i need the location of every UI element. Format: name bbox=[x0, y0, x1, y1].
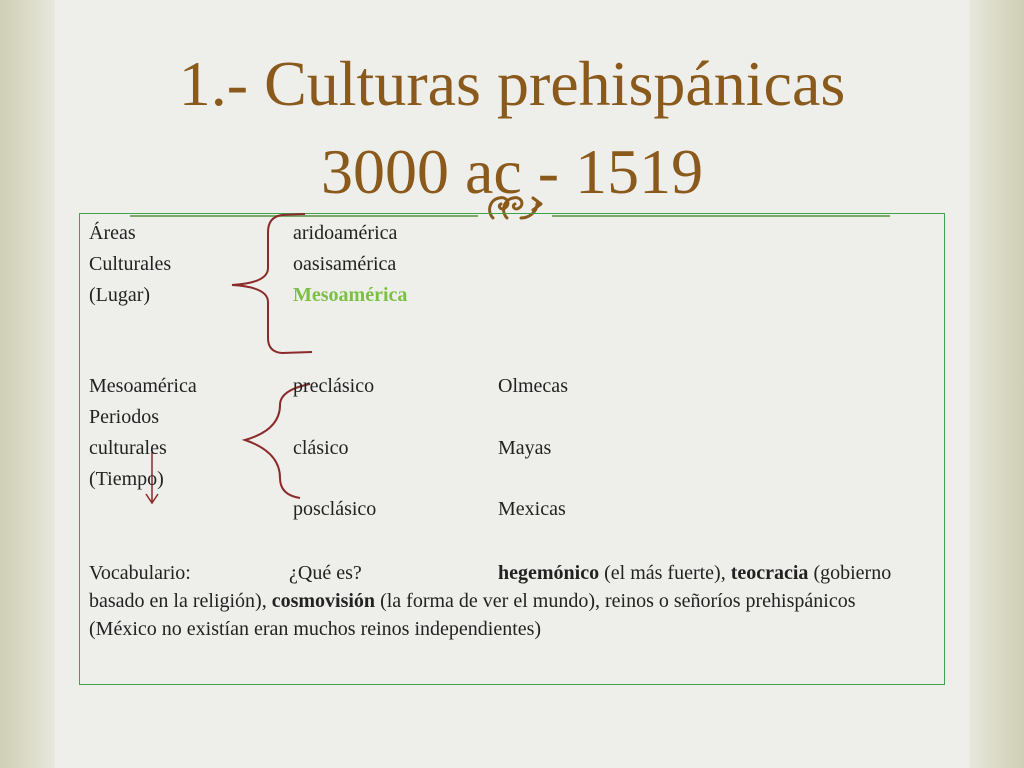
areas-label-line3: (Lugar) bbox=[89, 284, 151, 306]
area-item-oasisamerica: oasisamérica bbox=[293, 253, 397, 275]
vocab-paragraph bbox=[89, 559, 909, 643]
periods-label-line2: Periodos bbox=[89, 406, 159, 428]
periods-label-line3: culturales bbox=[89, 437, 167, 459]
vocab-def-rest: (la forma de ver el mundo), reinos o señoríos prehispánicos (México no existían eran muchos reinos independientes) bbox=[89, 590, 856, 640]
culture-mexicas: Mexicas bbox=[498, 498, 566, 520]
periods-label-line4: (Tiempo) bbox=[89, 468, 164, 490]
area-item-mesoamerica: Mesoamérica bbox=[293, 284, 408, 306]
areas-label-line1: Áreas bbox=[89, 222, 136, 244]
periods-label-line1: Mesoamérica bbox=[89, 375, 197, 397]
vocab-def-teocracia: (gobierno basado en la religión), bbox=[89, 562, 892, 612]
period-posclasico: posclásico bbox=[293, 498, 377, 520]
period-preclasico: preclásico bbox=[293, 375, 375, 397]
area-item-aridoamerica: aridoamérica bbox=[293, 222, 398, 244]
culture-olmecas: Olmecas bbox=[498, 375, 568, 397]
title-line-2: 3000 ac - 1519 bbox=[320, 136, 704, 207]
culture-mayas: Mayas bbox=[498, 437, 552, 459]
vocab-term-hegemonico: hegemónico bbox=[498, 562, 600, 584]
period-clasico: clásico bbox=[293, 437, 349, 459]
vocab-term-cosmovision: cosmovisión bbox=[271, 590, 376, 612]
title-line-1: 1.- Culturas prehispánicas bbox=[178, 48, 846, 119]
vocab-label: Vocabulario: bbox=[89, 562, 191, 584]
vocab-def-hegemonico: (el más fuerte), bbox=[599, 562, 731, 584]
areas-label-line2: Culturales bbox=[89, 253, 172, 275]
vocab-term-teocracia: teocracia bbox=[730, 562, 809, 584]
vocab-question: ¿Qué es? bbox=[289, 562, 362, 584]
